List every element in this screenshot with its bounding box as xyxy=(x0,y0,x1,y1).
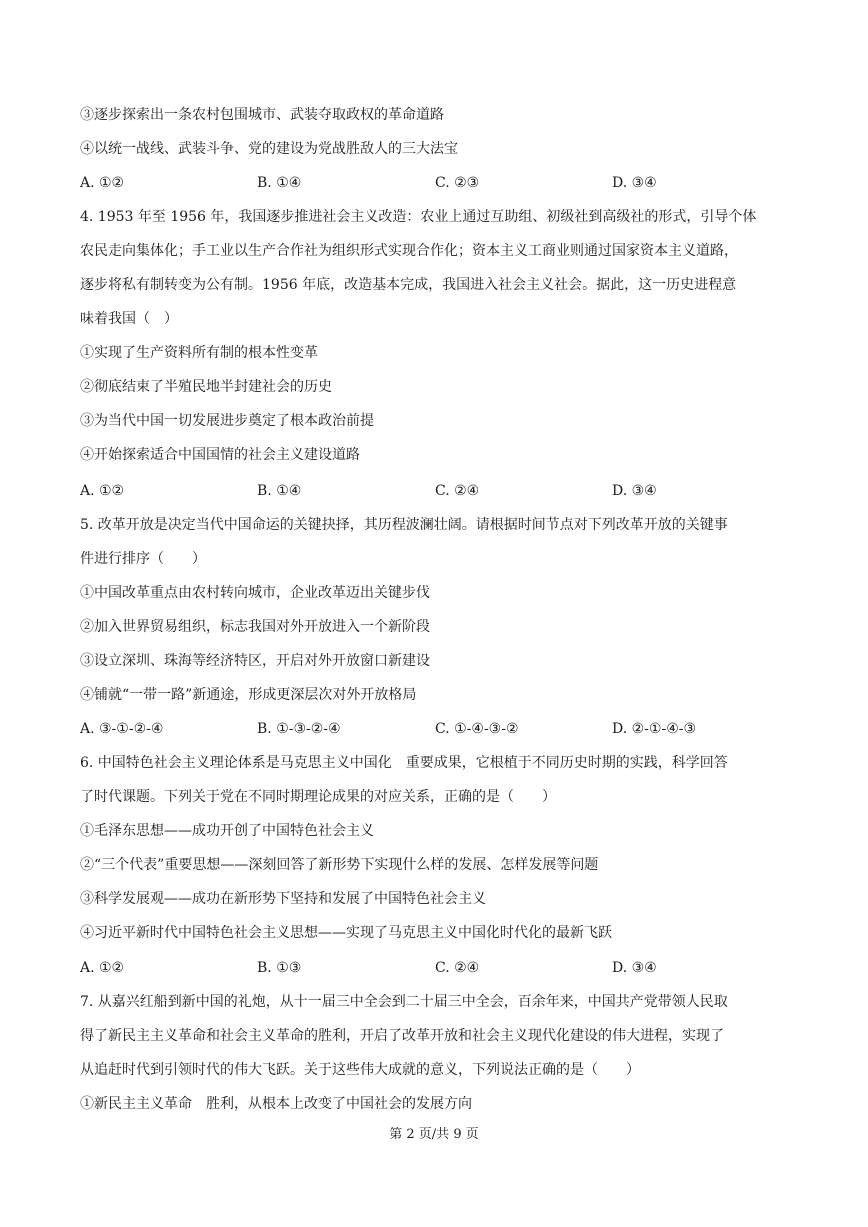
question-7-line: 得了新民主主义革命和社会主义革命的胜利，开启了改革开放和社会主义现代化建设的伟大进程，实现了 xyxy=(80,1028,724,1044)
option-a: A. ①② xyxy=(80,960,125,976)
statement-item: ①实现了生产资料所有制的根本性变革 xyxy=(80,345,318,361)
option-b: B. ①④ xyxy=(257,483,302,499)
question-7-line: 7. 从嘉兴红船到新中国的礼炮，从十一届三中全会到二十届三中全会，百余年来，中国共产党带领人民取 xyxy=(80,994,728,1010)
option-d: D. ②-①-④-③ xyxy=(612,721,697,737)
option-c: C. ②③ xyxy=(435,175,480,191)
page-footer: 第 2 页/共 9 页 xyxy=(389,1127,479,1142)
line: ④以统一战线、武装斗争、党的建设为党战胜敌人的三大法宝 xyxy=(80,141,458,157)
statement-item: ④习近平新时代中国特色社会主义思想——实现了马克思主义中国化时代化的最新飞跃 xyxy=(80,925,612,941)
answer-options xyxy=(80,481,800,501)
statement-item: ③设立深圳、珠海等经济特区，开启对外开放窗口新建设 xyxy=(80,653,430,669)
question-5-line: 5. 改革开放是决定当代中国命运的关键抉择，其历程波澜壮阔。请根据时间节点对下列改革开放的关键事 xyxy=(80,517,728,533)
option-a: A. ③-①-②-④ xyxy=(80,721,164,737)
option-b: B. ①③ xyxy=(257,960,302,976)
option-c: C. ②④ xyxy=(435,960,480,976)
option-a: A. ①② xyxy=(80,483,125,499)
answer-options xyxy=(80,173,800,193)
statement-item: ③为当代中国一切发展进步奠定了根本政治前提 xyxy=(80,413,374,429)
option-d: D. ③④ xyxy=(612,175,657,191)
option-b: B. ①-③-②-④ xyxy=(257,721,341,737)
question-4-line: 味着我国（ ） xyxy=(80,311,178,327)
question-6-line: 了时代课题。下列关于党在不同时期理论成果的对应关系，正确的是（ ） xyxy=(80,789,556,805)
statement-item: ②加入世界贸易组织，标志我国对外开放进入一个新阶段 xyxy=(80,619,430,635)
option-c: C. ①-④-③-② xyxy=(435,721,519,737)
statement-item: ①中国改革重点由农村转向城市，企业改革迈出关键步伐 xyxy=(80,585,430,601)
option-c: C. ②④ xyxy=(435,483,480,499)
statement-item: ①毛泽东思想——成功开创了中国特色社会主义 xyxy=(80,823,374,839)
statement-item: ④开始探索适合中国国情的社会主义建设道路 xyxy=(80,447,360,463)
statement-item: ②彻底结束了半殖民地半封建社会的历史 xyxy=(80,379,332,395)
question-4-line: 逐步将私有制转变为公有制。1956 年底，改造基本完成，我国进入社会主义社会。据此，这一历史进程意 xyxy=(80,277,737,293)
statement-item: ③科学发展观——成功在新形势下坚持和发展了中国特色社会主义 xyxy=(80,891,486,907)
line: ③逐步探索出一条农村包围城市、武装夺取政权的革命道路 xyxy=(80,107,444,123)
statement-item: ①新民主主义革命 胜利，从根本上改变了中国社会的发展方向 xyxy=(80,1096,472,1112)
answer-options xyxy=(80,958,800,978)
question-5-line: 件进行排序（ ） xyxy=(80,551,206,567)
option-a: A. ①② xyxy=(80,175,125,191)
question-4-line: 农民走向集体化；手工业以生产合作社为组织形式实现合作化；资本主义工商业则通过国家资本主义道路， xyxy=(80,243,738,259)
option-d: D. ③④ xyxy=(612,483,657,499)
option-d: D. ③④ xyxy=(612,960,657,976)
answer-options xyxy=(80,719,800,739)
question-6-line: 6. 中国特色社会主义理论体系是马克思主义中国化 重要成果，它根植于不同历史时期的实践，科学回答 xyxy=(80,755,728,771)
question-7-line: 从追赶时代到引领时代的伟大飞跃。关于这些伟大成就的意义，下列说法正确的是（ ） xyxy=(80,1062,640,1078)
statement-item: ④铺就“一带一路”新通途，形成更深层次对外开放格局 xyxy=(80,687,417,703)
option-b: B. ①④ xyxy=(257,175,302,191)
statement-item: ②“三个代表”重要思想——深刻回答了新形势下实现什么样的发展、怎样发展等问题 xyxy=(80,857,599,873)
question-4-line: 4. 1953 年至 1956 年，我国逐步推进社会主义改造：农业上通过互助组、初级社到高级社的形式，引导个体 xyxy=(80,209,757,225)
